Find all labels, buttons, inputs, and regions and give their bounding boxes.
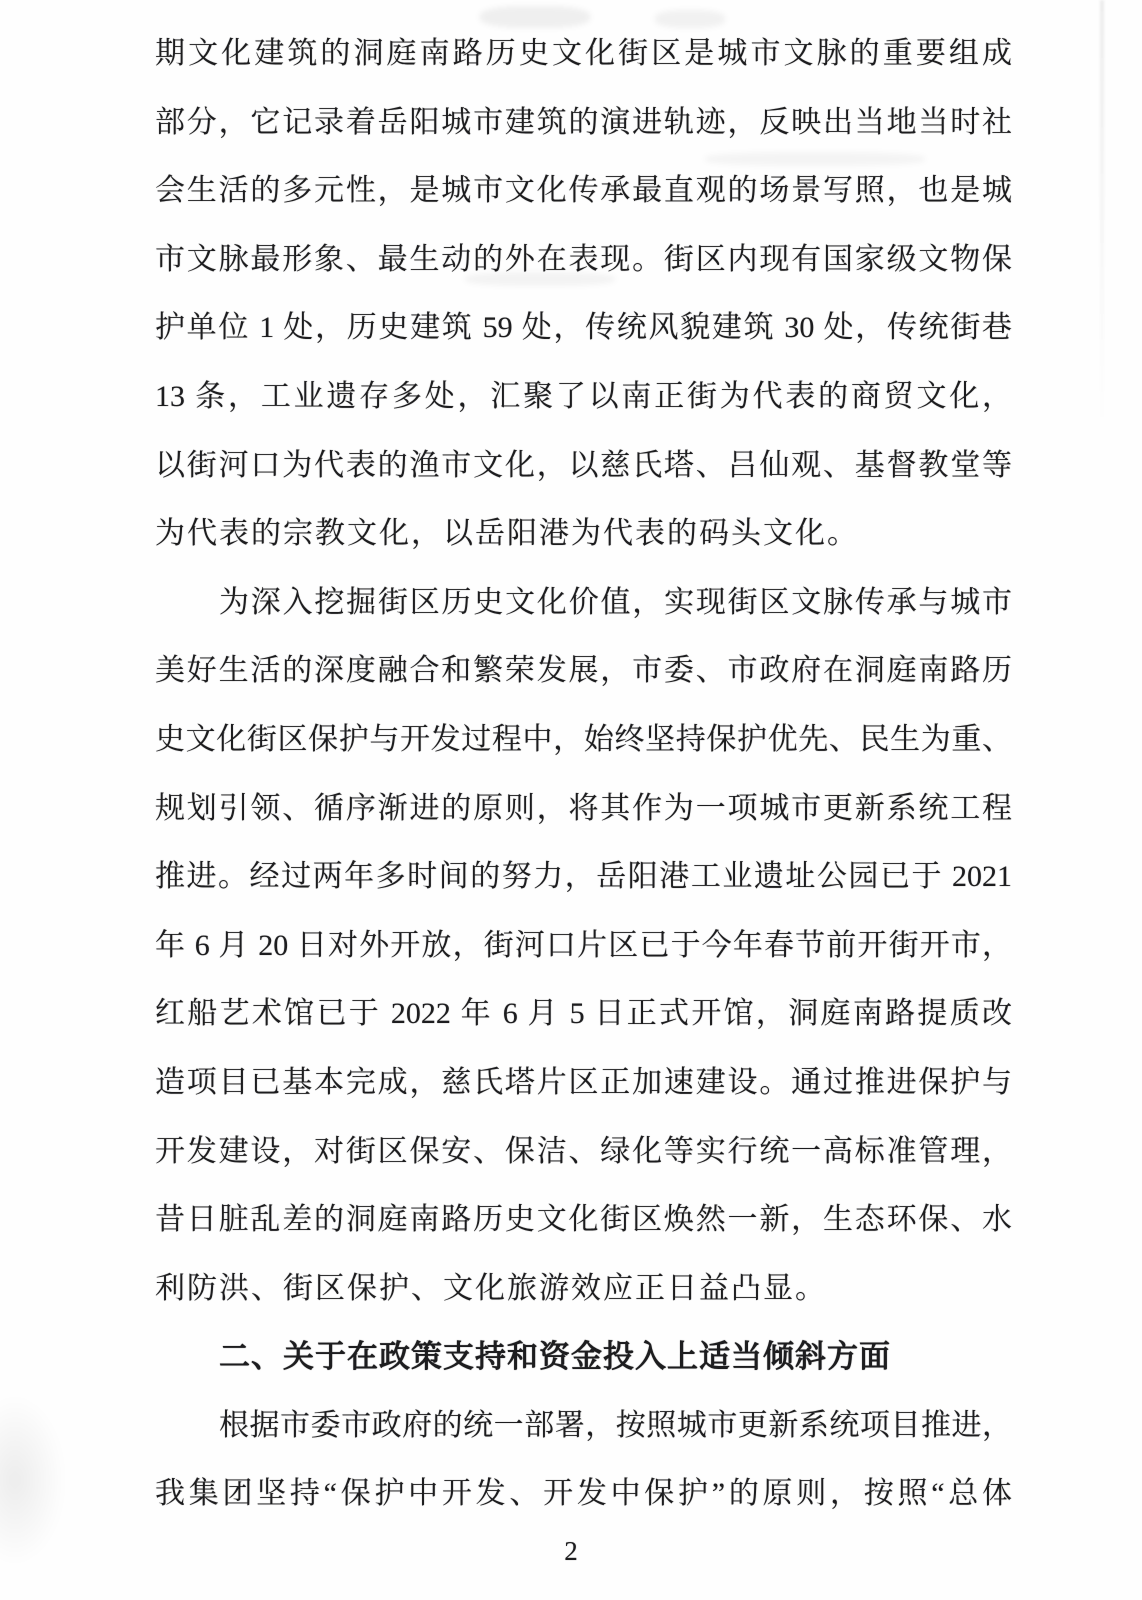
- text-line: 规划引领、循序渐进的原则，将其作为一项城市更新系统工程: [155, 791, 1012, 825]
- text-line: 会生活的多元性，是城市文化传承最直观的场景写照，也是城: [155, 174, 1012, 208]
- text-line: 根据市委市政府的统一部署，按照城市更新系统项目推进，: [219, 1408, 1012, 1442]
- text-line: 史文化街区保护与开发过程中，始终坚持保护优先、民生为重、: [155, 722, 1012, 756]
- text-line: 期文化建筑的洞庭南路历史文化街区是城市文脉的重要组成: [155, 37, 1012, 70]
- text-line: 推进。经过两年多时间的努力，岳阳港工业遗址公园已于 2021: [155, 860, 1012, 894]
- text-line: 我集团坚持“保护中开发、开发中保护”的原则，按照“总体: [155, 1477, 1012, 1511]
- text-line: 年 6 月 20 日对外开放，街河口片区已于今年春节前开街开市，: [155, 928, 1012, 962]
- text-line: 13 条，工业遗存多处，汇聚了以南正街为代表的商贸文化，: [155, 379, 1012, 413]
- text-line: 开发建设，对街区保安、保洁、绿化等实行统一高标准管理，: [155, 1134, 1012, 1168]
- text-line: 以街河口为代表的渔市文化，以慈氏塔、吕仙观、基督教堂等: [155, 448, 1012, 482]
- text-line: 二、关于在政策支持和资金投入上适当倾斜方面: [219, 1339, 891, 1375]
- text-line: 为深入挖掘街区历史文化价值，实现街区文脉传承与城市: [219, 585, 1012, 619]
- text-line: 昔日脏乱差的洞庭南路历史文化街区焕然一新，生态环保、水: [155, 1203, 1012, 1237]
- document-body-text: [155, 20, 1012, 1529]
- text-line: 造项目已基本完成，慈氏塔片区正加速建设。通过推进保护与: [155, 1065, 1012, 1099]
- text-line: 市文脉最形象、最生动的外在表现。街区内现有国家级文物保: [155, 242, 1012, 276]
- text-line: 部分，它记录着岳阳城市建筑的演进轨迹，反映出当地当时社: [155, 105, 1012, 139]
- text-line: 红船艺术馆已于 2022 年 6 月 5 日正式开馆，洞庭南路提质改: [155, 997, 1012, 1031]
- text-line: 利防洪、街区保护、文化旅游效应正日益凸显。: [155, 1271, 827, 1305]
- text-line: 护单位 1 处，历史建筑 59 处，传统风貌建筑 30 处，传统街巷: [155, 311, 1012, 345]
- text-line: 美好生活的深度融合和繁荣发展，市委、市政府在洞庭南路历: [155, 654, 1012, 688]
- page-number: 2: [564, 1536, 578, 1566]
- scan-edge-shadow: [1100, 0, 1104, 430]
- text-line: 为代表的宗教文化，以岳阳港为代表的码头文化。: [155, 517, 859, 551]
- page-footer: [0, 1536, 1142, 1567]
